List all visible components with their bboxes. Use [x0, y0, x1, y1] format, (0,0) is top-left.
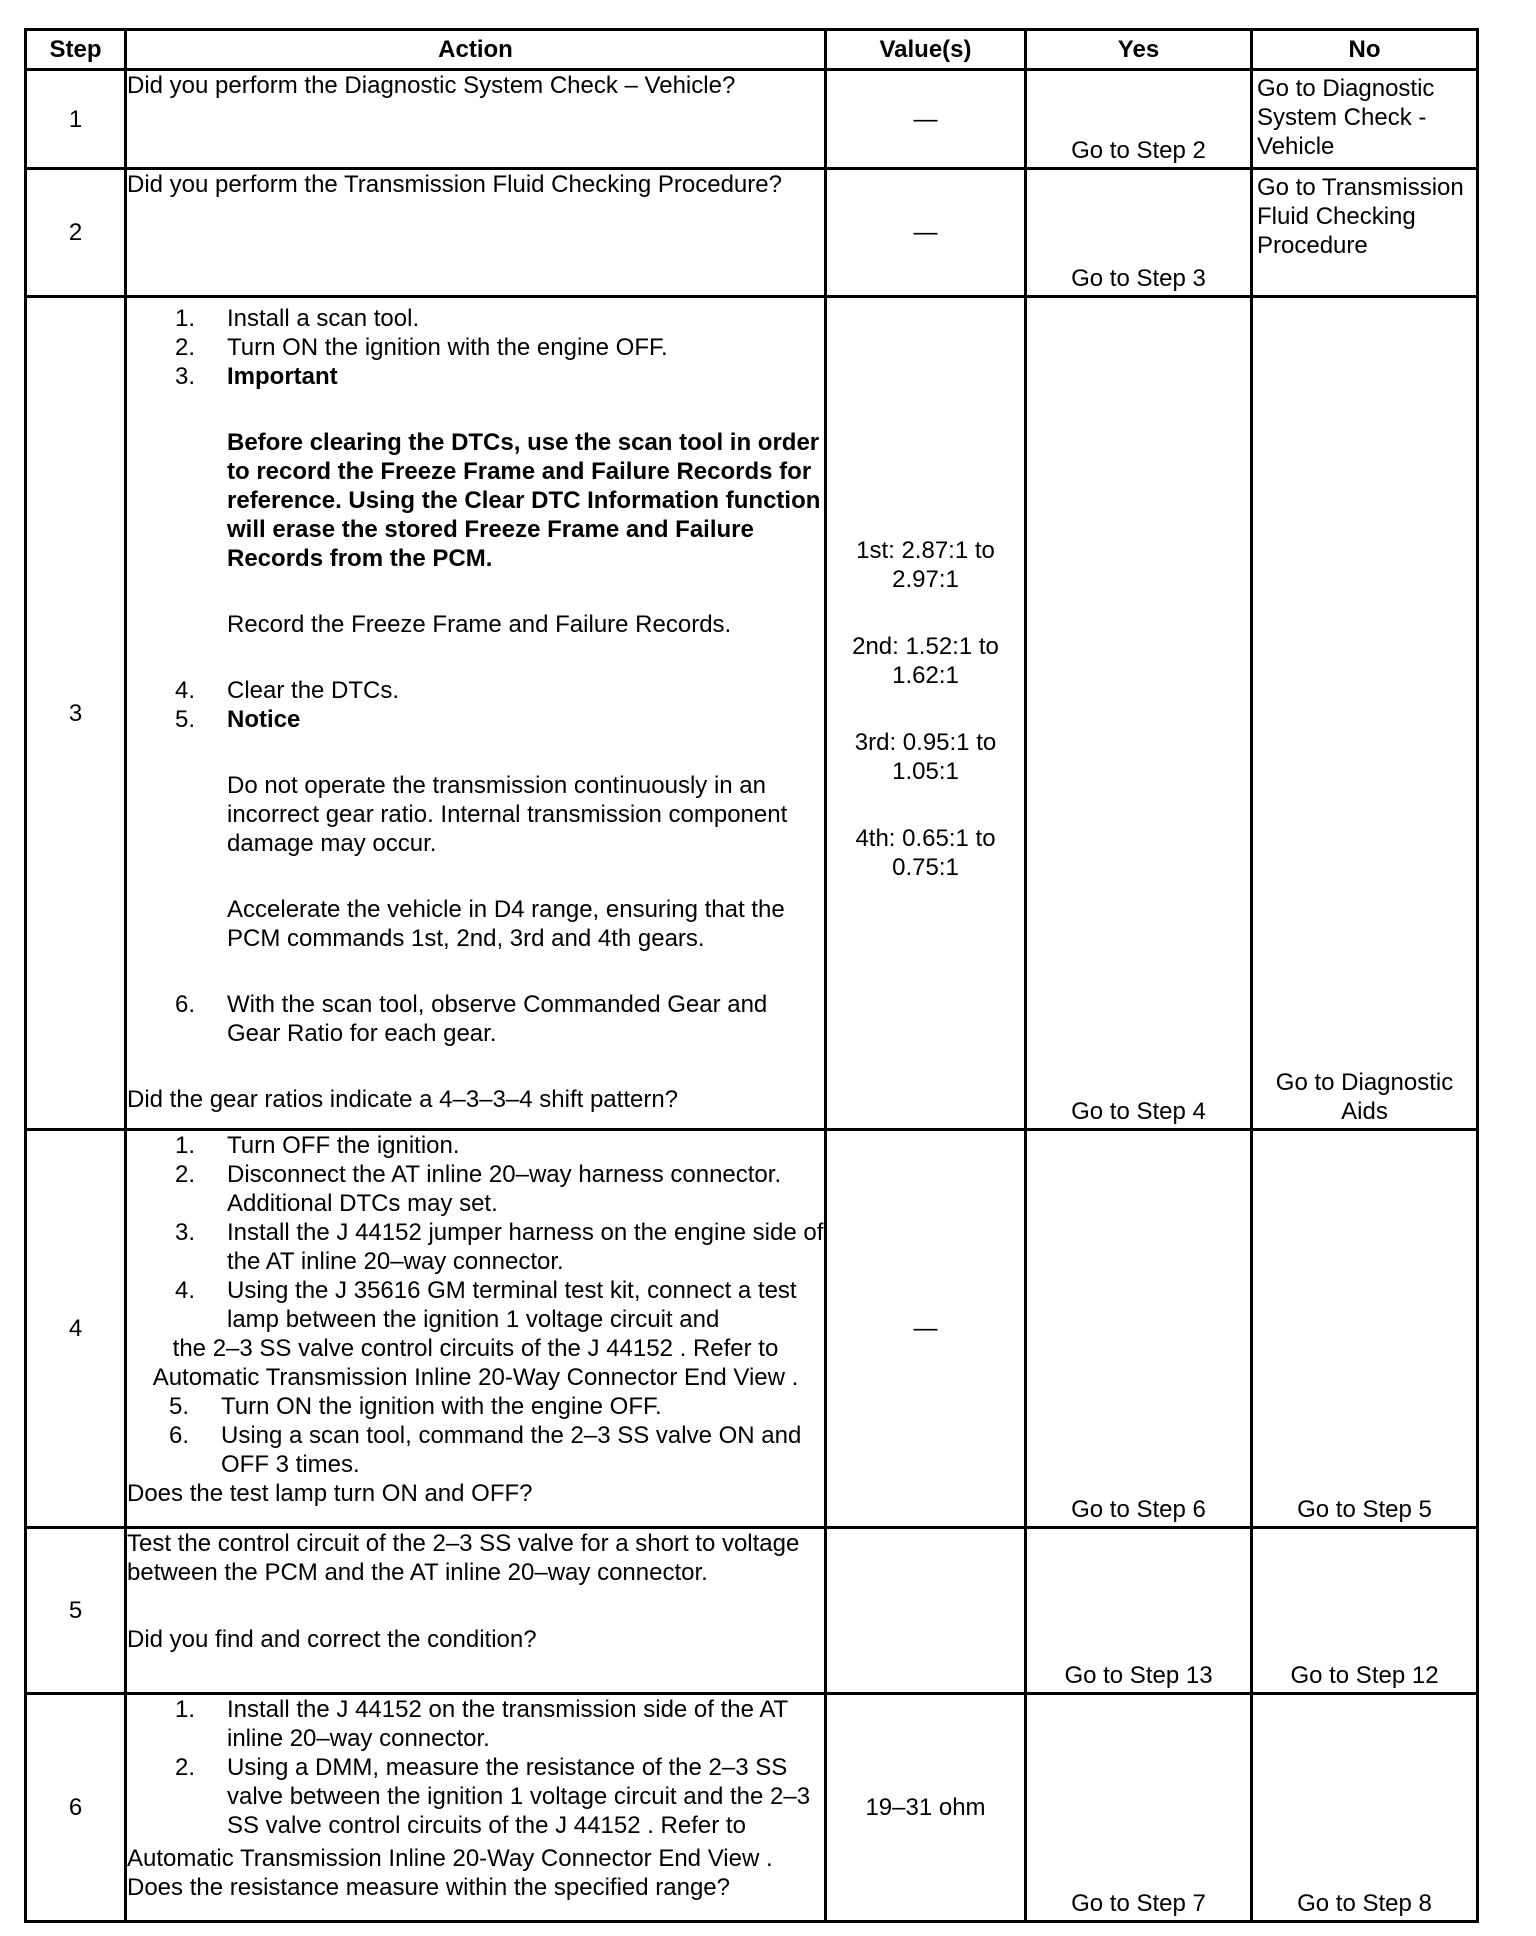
table-row [26, 1694, 1478, 1922]
list-item [127, 676, 824, 705]
step-number: 2 [26, 169, 126, 297]
value-dash: — [826, 169, 1026, 297]
list-item [127, 1160, 824, 1218]
notice-label: Notice [227, 706, 301, 733]
item-text: Turn ON the ignition with the engine OFF. [221, 1393, 662, 1420]
item-number: 3. [175, 363, 196, 390]
ratio-3rd: 3rd: 0.95:1 to 1.05:1 [854, 729, 997, 785]
action-question: Did the gear ratios indicate a 4–3–3–4 shift pattern? [127, 1086, 679, 1113]
list-item [127, 304, 824, 333]
diagnostic-table [24, 28, 1479, 1923]
step-number: 3 [26, 297, 126, 1130]
step-number: 5 [26, 1528, 126, 1694]
action-cell [126, 169, 826, 297]
item-number: 2. [175, 334, 196, 361]
item-continuation: Automatic Transmission Inline 20-Way Connector End View . [127, 1845, 773, 1872]
item-text: Install the J 44152 jumper harness on the engine side of the AT inline 20–way connector. [227, 1219, 824, 1275]
list-item [127, 1276, 824, 1334]
diagnostic-table-document [24, 28, 1476, 1923]
action-cell [126, 297, 826, 1130]
no-cell: Go to Step 5 [1252, 1130, 1478, 1528]
yes-cell: Go to Step 3 [1026, 169, 1252, 297]
no-cell: Go to Diagnostic Aids [1252, 297, 1478, 1130]
ratio-4th: 4th: 0.65:1 to 0.75:1 [855, 825, 996, 881]
action-question: Did you perform the Diagnostic System Check – Vehicle? [127, 72, 736, 99]
item-number: 2. [175, 1754, 196, 1781]
item-text: Using a DMM, measure the resistance of the 2–3 SS valve between the ignition 1 voltage circuit and the 2–3 SS valve control circuits of the J 44152 . Refer to [227, 1754, 811, 1839]
action-cell [126, 1130, 826, 1528]
action-question: Does the test lamp turn ON and OFF? [127, 1480, 533, 1507]
header-values: Value(s) [826, 30, 1026, 70]
action-question: Did you find and correct the condition? [127, 1626, 537, 1653]
yes-cell: Go to Step 13 [1026, 1528, 1252, 1694]
action-question: Does the resistance measure within the specified range? [127, 1874, 730, 1901]
yes-cell: Go to Step 2 [1026, 70, 1252, 169]
item-number: 5. [169, 1393, 190, 1420]
item-text: With the scan tool, observe Commanded Gear and Gear Ratio for each gear. [227, 991, 768, 1047]
item-text: Disconnect the AT inline 20–way harness connector. Additional DTCs may set. [227, 1161, 782, 1217]
important-label: Important [227, 363, 338, 390]
step-number: 4 [26, 1130, 126, 1528]
header-action: Action [126, 30, 826, 70]
ratio-1st: 1st: 2.87:1 to 2.97:1 [856, 537, 995, 593]
gear-ratio-values [826, 297, 1026, 1130]
notice-text: Do not operate the transmission continuously in an incorrect gear ratio. Internal transmission component damage may occur. [227, 772, 788, 857]
item-text: Clear the DTCs. [227, 677, 400, 704]
header-step: Step [26, 30, 126, 70]
item-text: Using a scan tool, command the 2–3 SS valve ON and OFF 3 times. [221, 1422, 802, 1478]
table-row [26, 70, 1478, 169]
value-dash: — [826, 1130, 1026, 1528]
item-number: 2. [175, 1161, 196, 1188]
no-cell: Go to Diagnostic System Check - Vehicle [1252, 70, 1478, 169]
list-item [127, 1753, 824, 1840]
header-no: No [1252, 30, 1478, 70]
table-row [26, 297, 1478, 1130]
list-item [127, 333, 824, 362]
item-continuation: the 2–3 SS valve control circuits of the J 44152 . Refer to Automatic Transmission Inline 20-Way Connector End View . [152, 1335, 799, 1391]
list-item [127, 1421, 824, 1479]
action-cell [126, 1528, 826, 1694]
item-number: 6. [175, 991, 196, 1018]
list-item [127, 1131, 824, 1160]
record-text: Record the Freeze Frame and Failure Records. [227, 611, 732, 638]
header-row [26, 30, 1478, 70]
yes-cell: Go to Step 6 [1026, 1130, 1252, 1528]
table-row [26, 169, 1478, 297]
item-number: 3. [175, 1219, 196, 1246]
value-cell [826, 1528, 1026, 1694]
item-text: Install a scan tool. [227, 305, 420, 332]
action-cell [126, 70, 826, 169]
list-item [127, 1218, 824, 1276]
value-dash: — [826, 70, 1026, 169]
action-text: Test the control circuit of the 2–3 SS valve for a short to voltage between the PCM and the AT inline 20–way connector. [127, 1530, 800, 1586]
item-number: 5. [175, 706, 196, 733]
item-number: 1. [175, 1696, 196, 1723]
item-text: Turn OFF the ignition. [227, 1132, 460, 1159]
item-number: 1. [175, 1132, 196, 1159]
item-number: 4. [175, 677, 196, 704]
no-cell: Go to Step 8 [1252, 1694, 1478, 1922]
list-item [127, 990, 824, 1048]
item-number: 4. [175, 1277, 196, 1304]
header-yes: Yes [1026, 30, 1252, 70]
step-number: 1 [26, 70, 126, 169]
action-question: Did you perform the Transmission Fluid Checking Procedure? [127, 171, 782, 198]
no-cell: Go to Step 12 [1252, 1528, 1478, 1694]
important-text: Before clearing the DTCs, use the scan tool in order to record the Freeze Frame and Failure Records for reference. Using the Clear DTC Information function will erase the stored Freeze Frame and Failure Records from the PCM. [227, 429, 821, 572]
ratio-2nd: 2nd: 1.52:1 to 1.62:1 [852, 633, 999, 689]
yes-cell: Go to Step 4 [1026, 297, 1252, 1130]
item-text: Using the J 35616 GM terminal test kit, connect a test lamp between the ignition 1 voltage circuit and [227, 1277, 797, 1333]
list-item [127, 705, 824, 734]
list-item [127, 1392, 824, 1421]
step-number: 6 [26, 1694, 126, 1922]
accelerate-text: Accelerate the vehicle in D4 range, ensuring that the PCM commands 1st, 2nd, 3rd and 4th gears. [227, 896, 785, 952]
action-cell [126, 1694, 826, 1922]
resistance-value: 19–31 ohm [826, 1694, 1026, 1922]
table-row [26, 1130, 1478, 1528]
list-item [127, 362, 824, 391]
table-row [26, 1528, 1478, 1694]
item-text: Install the J 44152 on the transmission side of the AT inline 20–way connector. [227, 1696, 788, 1752]
no-cell: Go to Transmission Fluid Checking Procedure [1252, 169, 1478, 297]
item-number: 6. [169, 1422, 190, 1449]
list-item [127, 1695, 824, 1753]
item-number: 1. [175, 305, 196, 332]
yes-cell: Go to Step 7 [1026, 1694, 1252, 1922]
item-text: Turn ON the ignition with the engine OFF. [227, 334, 668, 361]
